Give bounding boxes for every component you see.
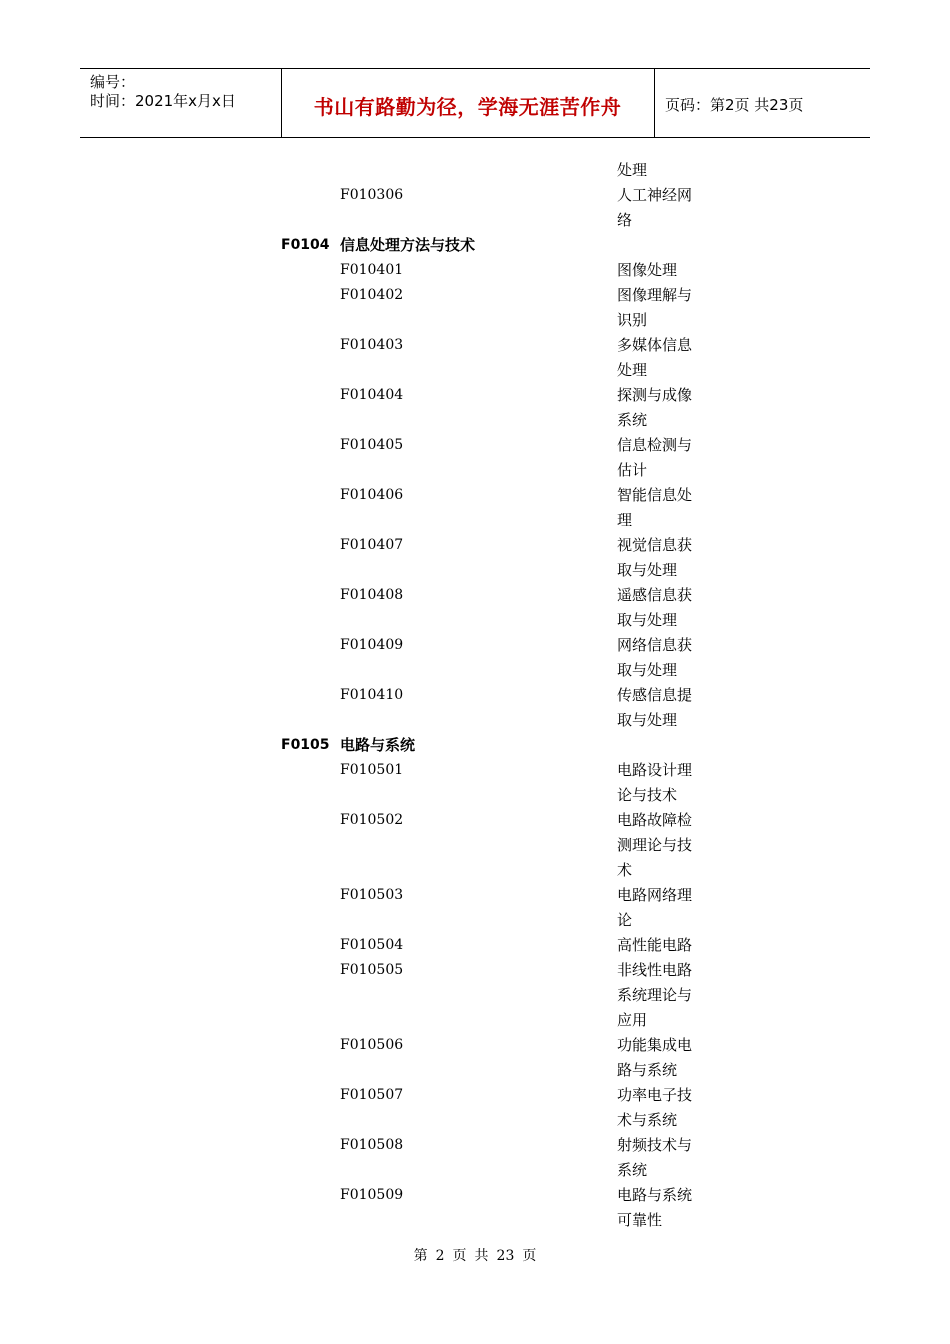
section-code: F0104 bbox=[281, 237, 330, 253]
entry-name-line: 智能信息处 bbox=[617, 486, 693, 504]
list-item bbox=[0, 258, 950, 283]
section-title: 信息处理方法与技术 bbox=[340, 236, 476, 254]
list-item bbox=[0, 283, 950, 333]
list-item bbox=[0, 1183, 950, 1233]
entry-name bbox=[617, 258, 705, 283]
entry-code: F010505 bbox=[340, 962, 404, 978]
list-item bbox=[0, 158, 950, 183]
entry-name-line: 识别 bbox=[617, 311, 648, 329]
section-heading bbox=[0, 733, 950, 758]
entry-name bbox=[617, 433, 705, 483]
header-page-info: 页码：第2页 共23页 bbox=[665, 96, 804, 114]
entry-name-line: 多媒体信息 bbox=[617, 336, 693, 354]
entry-name-line: 络 bbox=[617, 211, 633, 229]
entry-name-line: 术与系统 bbox=[617, 1111, 678, 1129]
entry-code: F010508 bbox=[340, 1137, 404, 1153]
entry-code: F010406 bbox=[340, 487, 404, 503]
entry-code: F010409 bbox=[340, 637, 404, 653]
list-item bbox=[0, 433, 950, 483]
entry-name-line: 系统 bbox=[617, 411, 648, 429]
footer-di: 第 bbox=[413, 1248, 428, 1264]
entry-name bbox=[617, 883, 705, 933]
section-title: 电路与系统 bbox=[340, 736, 416, 754]
entry-name-line: 论 bbox=[617, 911, 633, 929]
page-footer bbox=[0, 1245, 950, 1265]
entry-name-line: 理 bbox=[617, 511, 633, 529]
entry-name bbox=[617, 933, 705, 958]
entry-name-line: 功率电子技 bbox=[617, 1086, 693, 1104]
entry-code: F010403 bbox=[340, 337, 404, 353]
entry-code: F010401 bbox=[340, 262, 404, 278]
list-item bbox=[0, 333, 950, 383]
entry-name-line: 视觉信息获 bbox=[617, 536, 693, 554]
entry-name-line: 取与处理 bbox=[617, 561, 678, 579]
entry-code: F010404 bbox=[340, 387, 404, 403]
classification-list bbox=[0, 158, 950, 1233]
list-item bbox=[0, 1033, 950, 1083]
entry-code: F010504 bbox=[340, 937, 404, 953]
document-time-label: 时间：2021年x月x日 bbox=[90, 92, 236, 110]
entry-name bbox=[617, 1033, 705, 1083]
entry-name-line: 遥感信息获 bbox=[617, 586, 693, 604]
list-item bbox=[0, 383, 950, 433]
entry-name-line: 网络信息获 bbox=[617, 636, 693, 654]
entry-name-line: 非线性电路 bbox=[617, 961, 693, 979]
list-item bbox=[0, 883, 950, 933]
entry-code: F010503 bbox=[340, 887, 404, 903]
entry-name-line: 取与处理 bbox=[617, 711, 678, 729]
entry-code: F010502 bbox=[340, 812, 404, 828]
entry-code: F010501 bbox=[340, 762, 404, 778]
entry-name-line: 系统理论与 bbox=[617, 986, 693, 1004]
entry-code: F010507 bbox=[340, 1087, 404, 1103]
entry-code: F010402 bbox=[340, 287, 404, 303]
footer-ye: 页 bbox=[452, 1248, 467, 1264]
entry-name-line: 高性能电路 bbox=[617, 936, 693, 954]
entry-name bbox=[617, 533, 705, 583]
footer-page-number: 2 bbox=[435, 1248, 445, 1264]
footer-gong: 共 bbox=[474, 1248, 489, 1264]
section-heading bbox=[0, 233, 950, 258]
list-item bbox=[0, 183, 950, 233]
entry-name-line: 探测与成像 bbox=[617, 386, 693, 404]
entry-name-line: 电路与系统 bbox=[617, 1186, 693, 1204]
list-item bbox=[0, 933, 950, 958]
entry-code: F010408 bbox=[340, 587, 404, 603]
entry-name bbox=[617, 583, 705, 633]
entry-name bbox=[617, 1083, 705, 1133]
entry-name-line: 人工神经网 bbox=[617, 186, 693, 204]
entry-name bbox=[617, 283, 705, 333]
header-meta-cell bbox=[80, 69, 282, 137]
entry-name-line: 处理 bbox=[617, 161, 648, 179]
entry-name-line: 系统 bbox=[617, 1161, 648, 1179]
entry-code: F010410 bbox=[340, 687, 404, 703]
page-header bbox=[80, 68, 870, 138]
footer-ye-2: 页 bbox=[522, 1248, 537, 1264]
entry-name-line: 电路网络理 bbox=[617, 886, 693, 904]
list-item bbox=[0, 1133, 950, 1183]
entry-name bbox=[617, 683, 705, 733]
entry-name bbox=[617, 333, 705, 383]
header-page-cell bbox=[655, 69, 870, 137]
list-item bbox=[0, 483, 950, 533]
entry-code: F010506 bbox=[340, 1037, 404, 1053]
entry-code: F010509 bbox=[340, 1187, 404, 1203]
entry-code: F010405 bbox=[340, 437, 404, 453]
entry-name-line: 电路故障检 bbox=[617, 811, 693, 829]
entry-name-line: 术 bbox=[617, 861, 633, 879]
list-item bbox=[0, 758, 950, 808]
list-item bbox=[0, 958, 950, 1033]
entry-name-line: 功能集成电 bbox=[617, 1036, 693, 1054]
entry-name-line: 路与系统 bbox=[617, 1061, 678, 1079]
entry-name-line: 图像处理 bbox=[617, 261, 678, 279]
entry-code: F010407 bbox=[340, 537, 404, 553]
list-item bbox=[0, 1083, 950, 1133]
entry-name-line: 处理 bbox=[617, 361, 648, 379]
list-item bbox=[0, 533, 950, 583]
entry-name bbox=[617, 1133, 705, 1183]
entry-name bbox=[617, 808, 705, 883]
header-motto: 书山有路勤为径，学海无涯苦作舟 bbox=[313, 95, 622, 119]
footer-total-pages: 23 bbox=[496, 1248, 515, 1264]
entry-name-line: 论与技术 bbox=[617, 786, 678, 804]
entry-name-line: 应用 bbox=[617, 1011, 648, 1029]
list-item bbox=[0, 808, 950, 883]
header-motto-cell bbox=[281, 69, 655, 137]
entry-name-line: 取与处理 bbox=[617, 611, 678, 629]
entry-name-line: 可靠性 bbox=[617, 1211, 663, 1229]
list-item bbox=[0, 633, 950, 683]
entry-name-line: 估计 bbox=[617, 461, 648, 479]
entry-name-line: 测理论与技 bbox=[617, 836, 693, 854]
entry-name-line: 射频技术与 bbox=[617, 1136, 693, 1154]
entry-name bbox=[617, 758, 705, 808]
entry-name bbox=[617, 183, 705, 233]
entry-name-line: 图像理解与 bbox=[617, 286, 693, 304]
entry-name bbox=[617, 1183, 705, 1233]
entry-name bbox=[617, 483, 705, 533]
section-code: F0105 bbox=[281, 737, 330, 753]
entry-name bbox=[617, 158, 705, 183]
entry-name bbox=[617, 633, 705, 683]
entry-name-line: 信息检测与 bbox=[617, 436, 693, 454]
document-number-label: 编号： bbox=[90, 73, 136, 91]
list-item bbox=[0, 683, 950, 733]
entry-name bbox=[617, 383, 705, 433]
entry-name-line: 取与处理 bbox=[617, 661, 678, 679]
entry-name bbox=[617, 958, 705, 1033]
entry-name-line: 传感信息提 bbox=[617, 686, 693, 704]
entry-name-line: 电路设计理 bbox=[617, 761, 693, 779]
entry-code: F010306 bbox=[340, 187, 404, 203]
list-item bbox=[0, 583, 950, 633]
